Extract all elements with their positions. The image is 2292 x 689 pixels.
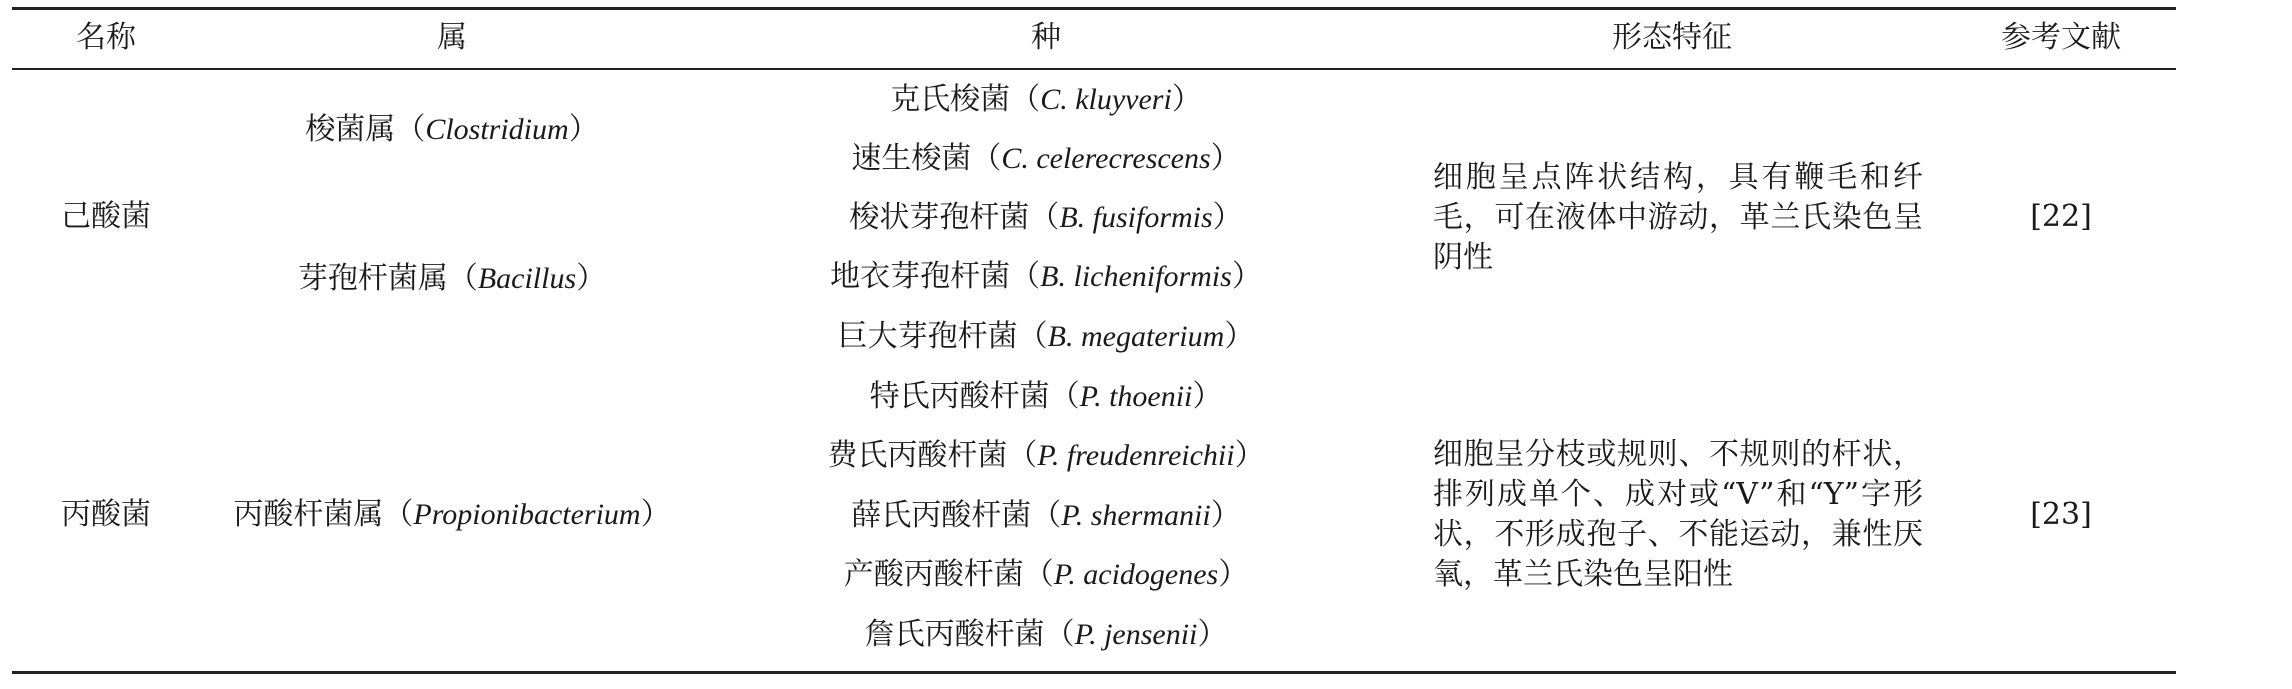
table-bottom-rule: [12, 671, 2176, 674]
paren-close: ）: [1218, 557, 1249, 592]
paren-close: ）: [1224, 319, 1255, 354]
paren-close: ）: [1192, 379, 1223, 414]
genus-cell: [233, 495, 670, 535]
species-cn: 薛氏丙酸杆菌: [851, 498, 1032, 533]
species-cn: 詹氏丙酸杆菌: [864, 617, 1045, 652]
paren-open: （: [1031, 498, 1062, 533]
header-species: 种: [1031, 20, 1061, 55]
species-cell: [830, 257, 1262, 297]
header-genus: 属: [437, 20, 467, 55]
reference-cell: [22]: [2030, 199, 2092, 234]
morphology-cell: 细胞呈点阵状结构，具有鞭毛和纤毛，可在液体中游动，革兰氏染色呈阴性: [1433, 160, 1923, 275]
header-name: 名称: [76, 20, 136, 55]
genus-cn: 丙酸杆菌属: [233, 497, 384, 532]
paren-open: （: [971, 141, 1002, 176]
species-latin: P. jensenii: [1074, 618, 1198, 651]
species-cn: 速生梭菌: [851, 141, 972, 176]
paren-open: （: [1023, 557, 1054, 592]
paren-close: ）: [576, 261, 607, 296]
group-name: 丙酸菌: [61, 497, 151, 532]
species-latin: P. freudenreichii: [1037, 439, 1235, 472]
genus-cell: [305, 110, 598, 150]
genus-cn: 梭菌属: [305, 112, 396, 147]
species-latin: B. fusiformis: [1059, 201, 1213, 234]
species-latin: C. kluyveri: [1040, 83, 1172, 116]
species-cell: [890, 80, 1202, 120]
paren-open: （: [1049, 379, 1080, 414]
species-latin: P. shermanii: [1061, 499, 1211, 532]
paren-close: ）: [1197, 617, 1228, 652]
paren-close: ）: [1231, 259, 1262, 294]
species-cell: [838, 317, 1255, 357]
species-cell: [827, 436, 1264, 476]
table-top-rule: [12, 7, 2176, 10]
header-morphology: 形态特征: [1612, 20, 1732, 55]
genus-latin: Bacillus: [477, 262, 577, 295]
paren-close: ）: [1212, 200, 1243, 235]
morphology-cell: 细胞呈分枝或规则、不规则的杆状，排列成单个、成对或“V”和“Y”字形状，不形成孢子、不能运动，兼性厌氧，革兰氏染色呈阳性: [1433, 437, 1923, 592]
paren-open: （: [1017, 319, 1048, 354]
paren-close: ）: [1210, 498, 1241, 533]
species-cell: [851, 139, 1240, 179]
paren-open: （: [1029, 200, 1060, 235]
header-reference: 参考文献: [2001, 20, 2121, 55]
paren-open: （: [447, 261, 478, 296]
group-name: 己酸菌: [61, 199, 151, 234]
species-cell: [851, 496, 1240, 536]
species-cell: [844, 555, 1248, 595]
paren-open: （: [395, 112, 426, 147]
table-header-rule: [12, 68, 2176, 70]
species-cn: 地衣芽孢杆菌: [830, 259, 1011, 294]
species-latin: B. megaterium: [1047, 320, 1225, 353]
genus-cn: 芽孢杆菌属: [297, 261, 448, 296]
species-latin: P. thoenii: [1079, 380, 1193, 413]
genus-latin: Propionibacterium: [413, 498, 641, 531]
paren-close: ）: [568, 112, 599, 147]
paren-close: ）: [1210, 141, 1241, 176]
species-cell: [849, 198, 1242, 238]
species-latin: P. acidogenes: [1053, 558, 1219, 591]
species-cell: [870, 377, 1223, 417]
paren-close: ）: [1171, 82, 1202, 117]
paren-close: ）: [640, 497, 671, 532]
paren-open: （: [1007, 438, 1038, 473]
species-cn: 费氏丙酸杆菌: [827, 438, 1008, 473]
species-cn: 产酸丙酸杆菌: [843, 557, 1024, 592]
paren-open: （: [1010, 259, 1041, 294]
genus-cell: [298, 259, 606, 299]
species-cell: [865, 615, 1228, 655]
paren-open: （: [1044, 617, 1075, 652]
species-cn: 特氏丙酸杆菌: [869, 379, 1050, 414]
species-latin: C. celerecrescens: [1001, 142, 1211, 175]
species-cn: 克氏梭菌: [890, 82, 1011, 117]
paren-open: （: [383, 497, 414, 532]
genus-latin: Clostridium: [425, 113, 569, 146]
species-latin: B. licheniformis: [1040, 260, 1232, 293]
species-cn: 巨大芽孢杆菌: [837, 319, 1018, 354]
paren-open: （: [1010, 82, 1041, 117]
reference-cell: [23]: [2030, 497, 2092, 532]
paren-close: ）: [1234, 438, 1265, 473]
species-cn: 梭状芽孢杆菌: [849, 200, 1030, 235]
